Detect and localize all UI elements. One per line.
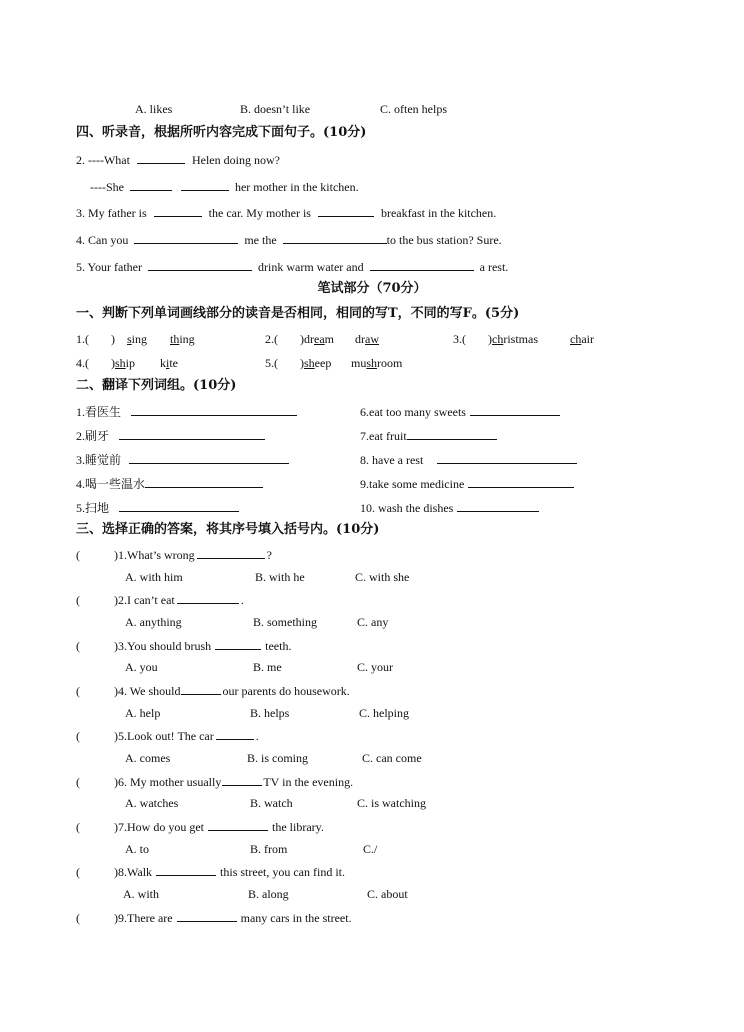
s3-q5-option-a: A. comes [125, 751, 171, 765]
section3-title: 三、选择正确的答案，将其序号填入括号内。(10分) [76, 522, 380, 537]
s2-left-5: 5.扫地 [76, 500, 239, 515]
s2-right-8: 8. have a rest [360, 452, 577, 467]
s4-q3: 3. My father is the car. My mother is breakfast in the kitchen. [76, 206, 497, 220]
s1-item-2: 2.( )dream [265, 332, 334, 346]
s3-q4-option-b: B. helps [250, 706, 290, 720]
prev-option-c: C. often helps [380, 102, 447, 116]
answer-blank[interactable] [156, 864, 216, 876]
answer-blank[interactable] [197, 547, 265, 559]
s3-q8-option-b: B. along [248, 887, 289, 901]
s3-q2-option-a: A. anything [125, 615, 182, 629]
s4-q2b: ----She her mother in the kitchen. [90, 180, 359, 194]
s3-q3-option-b: B. me [253, 660, 282, 674]
s3-q7-option-a: A. to [125, 842, 149, 856]
s1-item-3: 3.( )christmas [453, 332, 538, 346]
answer-blank[interactable] [222, 774, 262, 786]
s3-q8-option-a: A. with [123, 887, 159, 901]
answer-blank[interactable] [181, 683, 221, 695]
answer-blank[interactable] [215, 638, 261, 650]
s3-q3-option-c: C. your [357, 660, 393, 674]
s3-q9: ( )9.There are many cars in the street. [76, 911, 352, 925]
answer-blank[interactable] [283, 232, 387, 244]
answer-blank[interactable] [134, 232, 238, 244]
s3-q1-option-a: A. with him [125, 570, 183, 584]
answer-blank[interactable] [177, 592, 239, 604]
s2-left-2: 2.刷牙 [76, 428, 265, 443]
answer-blank[interactable] [407, 428, 497, 440]
answer-blank[interactable] [148, 259, 252, 271]
answer-blank[interactable] [318, 205, 374, 217]
s3-q4: ( )4. We should our parents do housework. [76, 684, 350, 698]
s1-item-4-word2: kite [160, 356, 179, 370]
s1-item-5: 5.( )sheep [265, 356, 332, 370]
s2-left-3: 3.睡觉前 [76, 452, 289, 467]
answer-blank[interactable] [208, 819, 268, 831]
s1-item-5-word2: mushroom [351, 356, 403, 370]
s3-q8: ( )8.Walk this street, you can find it. [76, 865, 346, 879]
s3-q3: ( )3.You should brush teeth. [76, 639, 292, 653]
s2-left-4: 4.喝一些温水 [76, 476, 263, 491]
section2-title: 二、翻译下列词组。(10分) [76, 378, 237, 393]
prev-option-a: A. likes [135, 102, 173, 116]
s3-q4-option-a: A. help [125, 706, 161, 720]
answer-blank[interactable] [137, 152, 185, 164]
s2-right-7: 7.eat fruit [360, 428, 497, 443]
s4-q2a: 2. ----What Helen doing now? [76, 153, 280, 167]
answer-blank[interactable] [370, 259, 474, 271]
answer-blank[interactable] [145, 476, 263, 488]
s3-q2: ( )2.I can’t eat . [76, 593, 244, 607]
s1-item-2-word2: draw [355, 332, 379, 346]
s3-q7: ( )7.How do you get the library. [76, 820, 324, 834]
answer-blank[interactable] [119, 428, 265, 440]
answer-blank[interactable] [181, 179, 229, 191]
s3-q6-option-b: B. watch [250, 796, 293, 810]
section4-title: 四、听录音，根据所听内容完成下面句子。(10分) [76, 125, 367, 140]
s3-q5-option-b: B. is coming [247, 751, 309, 765]
answer-blank[interactable] [154, 205, 202, 217]
s3-q3-option-a: A. you [125, 660, 158, 674]
s3-q7-option-b: B. from [250, 842, 288, 856]
s3-q7-option-c: C./ [363, 842, 378, 856]
answer-blank[interactable] [177, 910, 237, 922]
written-part-title: 笔试部分（70分） [317, 281, 427, 296]
s2-left-1: 1.看医生 [76, 404, 297, 419]
s3-q1: ( )1.What’s wrong ? [76, 548, 272, 562]
answer-blank[interactable] [129, 452, 289, 464]
answer-blank[interactable] [437, 452, 577, 464]
s3-q2-option-c: C. any [357, 615, 389, 629]
s4-q4: 4. Can you me the to the bus station? Sure. [76, 233, 502, 247]
s3-q1-option-b: B. with he [255, 570, 305, 584]
s1-item-3-word2: chair [570, 332, 594, 346]
s1-item-1: 1.( ) sing [76, 332, 148, 346]
prev-option-b: B. doesn’t like [240, 102, 311, 116]
s3-q6-option-c: C. is watching [357, 796, 426, 810]
s2-right-9: 9.take some medicine [360, 476, 574, 491]
s2-right-10: 10. wash the dishes [360, 500, 539, 515]
answer-blank[interactable] [470, 404, 560, 416]
s3-q5-option-c: C. can come [362, 751, 422, 765]
answer-blank[interactable] [131, 404, 297, 416]
s3-q6: ( )6. My mother usually TV in the evening. [76, 775, 354, 789]
answer-blank[interactable] [216, 728, 254, 740]
answer-blank[interactable] [119, 500, 239, 512]
s1-item-1-word2: thing [170, 332, 195, 346]
s1-item-4: 4.( )ship [76, 356, 136, 370]
s3-q5: ( )5.Look out! The car . [76, 729, 259, 743]
s3-q6-option-a: A. watches [125, 796, 179, 810]
s3-q8-option-c: C. about [367, 887, 408, 901]
s3-q4-option-c: C. helping [359, 706, 409, 720]
s2-right-6: 6.eat too many sweets [360, 404, 560, 419]
answer-blank[interactable] [130, 179, 172, 191]
answer-blank[interactable] [457, 500, 539, 512]
s3-q1-option-c: C. with she [355, 570, 410, 584]
answer-blank[interactable] [468, 476, 574, 488]
s4-q5: 5. Your father drink warm water and a rest. [76, 260, 509, 274]
s3-q2-option-b: B. something [253, 615, 318, 629]
section1-title: 一、判断下列单词画线部分的读音是否相同，相同的写T，不同的写F。(5分) [76, 306, 520, 321]
